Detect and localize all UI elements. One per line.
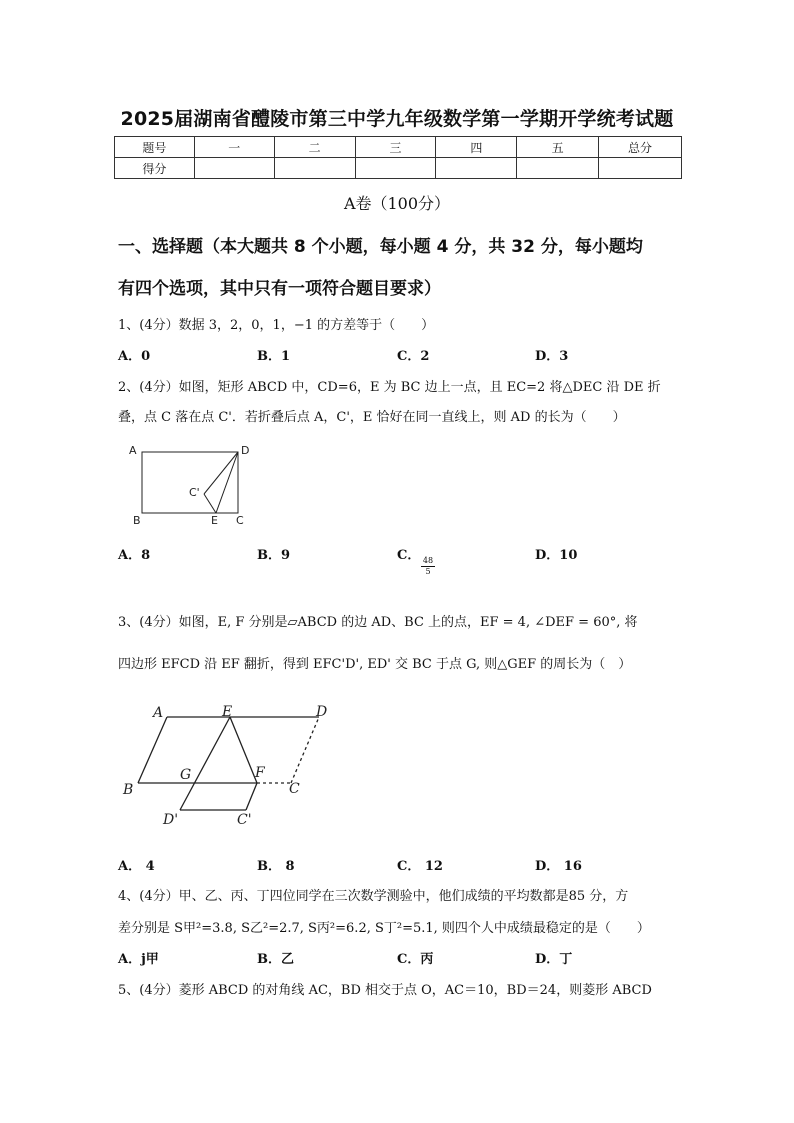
- section-heading-line1: 一、选择题（本大题共 8 个小题，每小题 4 分，共 32 分，每小题均: [118, 237, 643, 257]
- q2-label-d: D: [241, 444, 250, 457]
- q2-figure: [125, 438, 265, 530]
- q3-option-a: A． 4: [118, 859, 155, 874]
- segment-dc-prime: [204, 452, 238, 494]
- q2-option-b: B．9: [257, 548, 291, 563]
- score-header-cell: 五: [517, 137, 599, 158]
- q2-label-a: A: [129, 444, 137, 457]
- question-1-text: 1、(4分）数据 3，2，0，1，−1 的方差等于（ ）: [118, 318, 435, 333]
- q3-label-a: A: [153, 705, 164, 721]
- q1-option-a: A．0: [118, 349, 151, 364]
- q3-figure: [115, 697, 345, 837]
- score-cell[interactable]: [599, 158, 682, 179]
- q3-option-c: C． 12: [397, 859, 443, 874]
- question-3-line1: 3、(4分）如图，E, F 分别是▱ABCD 的边 AD、BC 上的点，EF = 4, ∠DEF = 60°, 将: [118, 615, 638, 630]
- q2-option-a: A．8: [118, 548, 151, 563]
- fraction-denominator: 5: [421, 566, 435, 577]
- page-title: 2025届湖南省醴陵市第三中学九年级数学第一学期开学统考试题: [120, 108, 674, 130]
- score-cell[interactable]: [194, 158, 274, 179]
- q1-option-c: C．2: [397, 349, 430, 364]
- score-cell[interactable]: [274, 158, 355, 179]
- segment-ed-prime: [180, 717, 230, 810]
- q2-option-d: D．10: [535, 548, 578, 563]
- score-header-cell: 题号: [115, 137, 195, 158]
- segment-ef: [230, 717, 257, 783]
- question-2-line1: 2、(4分）如图，矩形 ABCD 中，CD=6，E 为 BC 边上一点，且 EC=2 将△DEC 沿 DE 折: [118, 380, 661, 395]
- q4-option-d: D．丁: [535, 952, 573, 967]
- q2-label-e: E: [211, 514, 218, 527]
- rectangle-abcd: [142, 452, 238, 513]
- segment-c-prime-f: [246, 783, 257, 810]
- volume-heading: A卷（100分）: [343, 194, 451, 213]
- score-header-cell: 四: [436, 137, 517, 158]
- q2-option-c: C．: [397, 548, 421, 563]
- q1-option-b: B．1: [257, 349, 291, 364]
- segment-ab: [138, 717, 167, 783]
- score-cell[interactable]: [355, 158, 436, 179]
- score-cell[interactable]: [517, 158, 599, 179]
- q3-label-e: E: [222, 704, 233, 720]
- q3-label-c-prime: C': [237, 812, 252, 828]
- q3-label-c: C: [289, 781, 300, 797]
- q3-label-f: F: [255, 765, 265, 781]
- score-header-cell: 总分: [599, 137, 682, 158]
- q3-option-b: B． 8: [257, 859, 295, 874]
- question-4-line1: 4、(4分）甲、乙、丙、丁四位同学在三次数学测验中，他们成绩的平均数都是85 分，方: [118, 889, 629, 904]
- segment-de: [216, 452, 238, 513]
- q4-option-a: A．j甲: [118, 952, 159, 967]
- q2-label-c: C: [236, 514, 244, 527]
- q3-option-d: D． 16: [535, 859, 582, 874]
- q1-option-d: D．3: [535, 349, 569, 364]
- fraction-numerator: 48: [422, 556, 434, 565]
- section-heading-line2: 有四个选项，其中只有一项符合题目要求）: [118, 279, 441, 299]
- question-5-line1: 5、(4分）菱形 ABCD 的对角线 AC，BD 相交于点 O，AC＝10，BD＝24，则菱形 ABCD: [118, 983, 652, 998]
- score-cell[interactable]: [436, 158, 517, 179]
- q3-label-d-prime: D': [163, 812, 179, 828]
- segment-c-prime-e: [204, 494, 216, 513]
- q4-option-b: B．乙: [257, 952, 294, 967]
- question-2-line2: 叠，点 C 落在点 C'．若折叠后点 A，C'，E 恰好在同一直线上，则 AD 的长为（ ）: [118, 410, 626, 425]
- score-header-cell: 一: [194, 137, 274, 158]
- score-header-cell: 二: [274, 137, 355, 158]
- q2-label-c-prime: C': [189, 486, 200, 499]
- question-4-line2: 差分别是 S甲²=3.8, S乙²=2.7, S丙²=6.2, S丁²=5.1, 则四个人中成绩最稳定的是（ ）: [118, 921, 650, 936]
- q2-option-c-fraction: [421, 556, 435, 577]
- q3-label-d: D: [316, 704, 328, 720]
- q4-option-c: C．丙: [397, 952, 434, 967]
- score-table-header-row: [115, 137, 682, 158]
- q3-label-b: B: [123, 782, 134, 798]
- question-3-line2: 四边形 EFCD 沿 EF 翻折，得到 EFC'D', ED' 交 BC 于点 G, 则△GEF 的周长为（ ）: [118, 657, 632, 672]
- score-table-score-row: [115, 158, 682, 179]
- score-table: [114, 136, 682, 179]
- q3-label-g: G: [180, 767, 192, 783]
- segment-cd-dashed: [291, 717, 319, 783]
- q2-label-b: B: [133, 514, 141, 527]
- score-row-label: 得分: [115, 158, 195, 179]
- score-header-cell: 三: [355, 137, 436, 158]
